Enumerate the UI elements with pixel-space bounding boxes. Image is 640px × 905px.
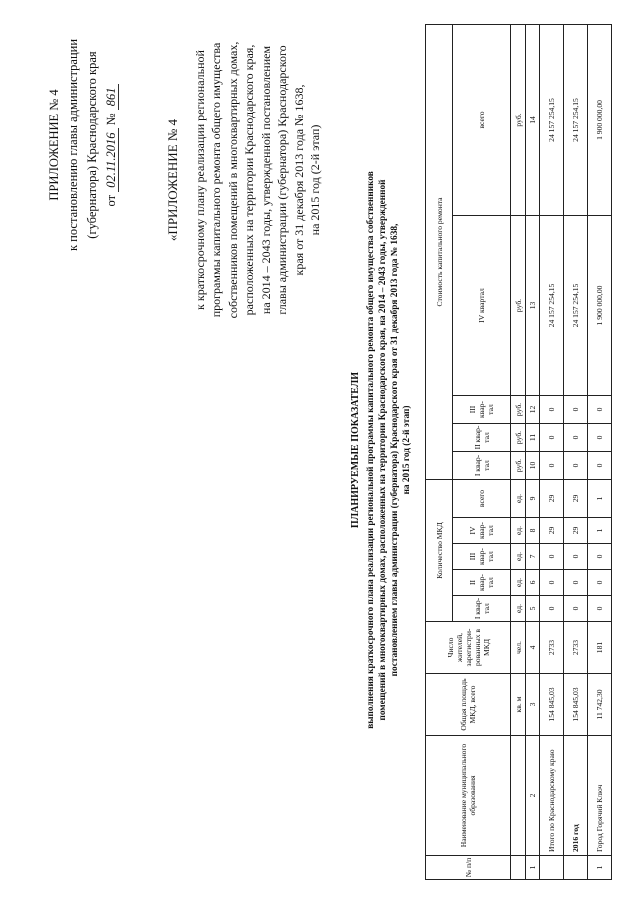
cell-cost-q2: 0: [588, 424, 612, 452]
cell-cost-q4: 24 157 254,15: [540, 216, 564, 396]
table-row-total: [540, 24, 564, 879]
title-line: выполнения краткосрочного плана реализации региональной программы капитального ремонта общего имущества собственников: [366, 171, 376, 729]
column-number: 14: [526, 24, 540, 215]
indicators-table-wrap: [425, 25, 612, 880]
column-number: 8: [526, 518, 540, 544]
appendix-line: (губернатора) Краснодарского края: [85, 51, 99, 239]
cell-total: 29: [540, 480, 564, 518]
unit-cell: руб.: [511, 24, 526, 215]
unit-cell: ед.: [511, 570, 526, 596]
cell-name: Город Горячий Ключ: [588, 736, 612, 856]
cell-area: 154 845,03: [540, 674, 564, 736]
header-row-1: [426, 24, 453, 879]
header-cost-total: всего: [453, 24, 511, 215]
cell-num: 1: [588, 856, 612, 880]
unit-cell: руб.: [511, 452, 526, 480]
cell-q4: 29: [540, 518, 564, 544]
cell-area: 154 845,03: [564, 674, 588, 736]
inner-line: на 2014 – 2043 годы, утвержденной постановлением: [258, 45, 273, 315]
appendix-title: ПРИЛОЖЕНИЕ № 4: [47, 89, 61, 201]
unit-cell: руб.: [511, 424, 526, 452]
cell-cost-q4: 24 157 254,15: [564, 216, 588, 396]
cell-q3: 0: [588, 544, 612, 570]
cell-q3: 0: [540, 544, 564, 570]
cell-cost-q3: 0: [564, 396, 588, 424]
cell-q1: 0: [588, 596, 612, 622]
header-cost-q3: III квар-тал: [453, 396, 511, 424]
units-row: [511, 24, 526, 879]
inner-line: собственников помещений в многоквартирных домах,: [225, 41, 240, 319]
appendix-inner: [165, 25, 324, 335]
cell-residents: 181: [588, 622, 612, 674]
inner-line: края от 31 декабря 2013 года № 1638,: [291, 84, 306, 276]
header-num: № п/п: [426, 856, 511, 880]
header-cost-q4: IV квартал: [453, 216, 511, 396]
cell-cost-total: 24 157 254,15: [564, 24, 588, 215]
unit-cell: ед.: [511, 596, 526, 622]
cell-q1: 0: [564, 596, 588, 622]
cell-q3: 0: [564, 544, 588, 570]
column-number: 13: [526, 216, 540, 396]
header-area: Общая площадь МКД, всего: [426, 674, 511, 736]
cell-num: [540, 856, 564, 880]
header-cost-group: Стоимость капитального ремонта: [426, 24, 453, 479]
cell-total: 1: [588, 480, 612, 518]
unit-cell: кв. м: [511, 674, 526, 736]
inner-line: к краткосрочному плану реализации региональной: [192, 50, 207, 310]
inner-line: программы капитального ремонта общего имущества: [209, 42, 223, 318]
indicators-table: [425, 24, 612, 880]
header-q2: II квар-тал: [453, 570, 511, 596]
handwritten-date: 02.11.2016: [104, 128, 119, 191]
cell-q2: 0: [588, 570, 612, 596]
column-numbers-row: [526, 24, 540, 879]
cell-q4: 29: [564, 518, 588, 544]
cell-cost-q1: 0: [540, 452, 564, 480]
inner-line: на 2015 год (2-й этап): [308, 124, 322, 236]
inner-line: главы администрации (губернатора) Краснодарского: [275, 45, 289, 315]
cell-q4: 1: [588, 518, 612, 544]
table-row-year: [564, 24, 588, 879]
header-q3: III квар-тал: [453, 544, 511, 570]
cell-area: 11 742,30: [588, 674, 612, 736]
cell-residents: 2733: [564, 622, 588, 674]
number-prefix: №: [104, 113, 118, 126]
cell-total: 29: [564, 480, 588, 518]
unit-cell: [511, 736, 526, 856]
column-number: 7: [526, 544, 540, 570]
header-cost-q1: I квар-тал: [453, 452, 511, 480]
cell-residents: 2733: [540, 622, 564, 674]
cell-q2: 0: [540, 570, 564, 596]
header-total: всего: [453, 480, 511, 518]
title-line: помещений в многоквартирных домах, расположенных на территории Краснодарского края, на 2014 – 2043 годы, утвержденной: [378, 179, 388, 721]
cell-name: Итого по Краснодарскому краю: [540, 736, 564, 856]
unit-cell: чел.: [511, 622, 526, 674]
unit-cell: ед.: [511, 544, 526, 570]
column-number: 5: [526, 596, 540, 622]
unit-cell: руб.: [511, 396, 526, 424]
appendix-date-line: [102, 25, 121, 265]
header-q4: IV квар-тал: [453, 518, 511, 544]
column-number: 3: [526, 674, 540, 736]
header-mkd-group: Количество МКД: [426, 480, 453, 622]
column-number: 4: [526, 622, 540, 674]
title-line: постановлением главы администрации (губернатора) Краснодарского края от 31 декабря 2013 года № 1638,: [390, 223, 400, 677]
cell-cost-q1: 0: [564, 452, 588, 480]
cell-cost-total: 24 157 254,15: [540, 24, 564, 215]
cell-cost-q1: 0: [588, 452, 612, 480]
column-number: 11: [526, 424, 540, 452]
cell-q1: 0: [540, 596, 564, 622]
cell-cost-q4: 1 900 000,00: [588, 216, 612, 396]
cell-q2: 0: [564, 570, 588, 596]
document-title: [350, 25, 413, 875]
appendix-header: [45, 25, 121, 265]
inner-line: расположенных на территории Краснодарского края,: [242, 44, 256, 316]
unit-cell: руб.: [511, 216, 526, 396]
unit-cell: ед.: [511, 518, 526, 544]
title-line: на 2015 год (2-й этап): [402, 405, 412, 495]
cell-cost-q2: 0: [564, 424, 588, 452]
appendix-line: к постановлению главы администрации: [66, 38, 80, 252]
cell-cost-q2: 0: [540, 424, 564, 452]
cell-name: 2016 год: [564, 736, 588, 856]
column-number: 12: [526, 396, 540, 424]
column-number: 10: [526, 452, 540, 480]
cell-num: [564, 856, 588, 880]
header-residents: Число жителей, зарегистри-рованных в МКД: [426, 622, 511, 674]
date-prefix: от: [104, 194, 118, 207]
cell-cost-total: 1 900 000,00: [588, 24, 612, 215]
cell-cost-q3: 0: [588, 396, 612, 424]
handwritten-number: 861: [104, 84, 119, 111]
column-number: 6: [526, 570, 540, 596]
inner-appendix-title: «ПРИЛОЖЕНИЕ № 4: [165, 118, 180, 242]
header-q1: I квар-тал: [453, 596, 511, 622]
column-number: 2: [526, 736, 540, 856]
unit-cell: [511, 856, 526, 880]
column-number: 9: [526, 480, 540, 518]
header-name: Наименование муниципального образования: [426, 736, 511, 856]
unit-cell: ед.: [511, 480, 526, 518]
header-cost-q2: II квар-тал: [453, 424, 511, 452]
cell-cost-q3: 0: [540, 396, 564, 424]
column-number: 1: [526, 856, 540, 880]
table-row: [588, 24, 612, 879]
title-main: ПЛАНИРУЕМЫЕ ПОКАЗАТЕЛИ: [350, 371, 361, 529]
